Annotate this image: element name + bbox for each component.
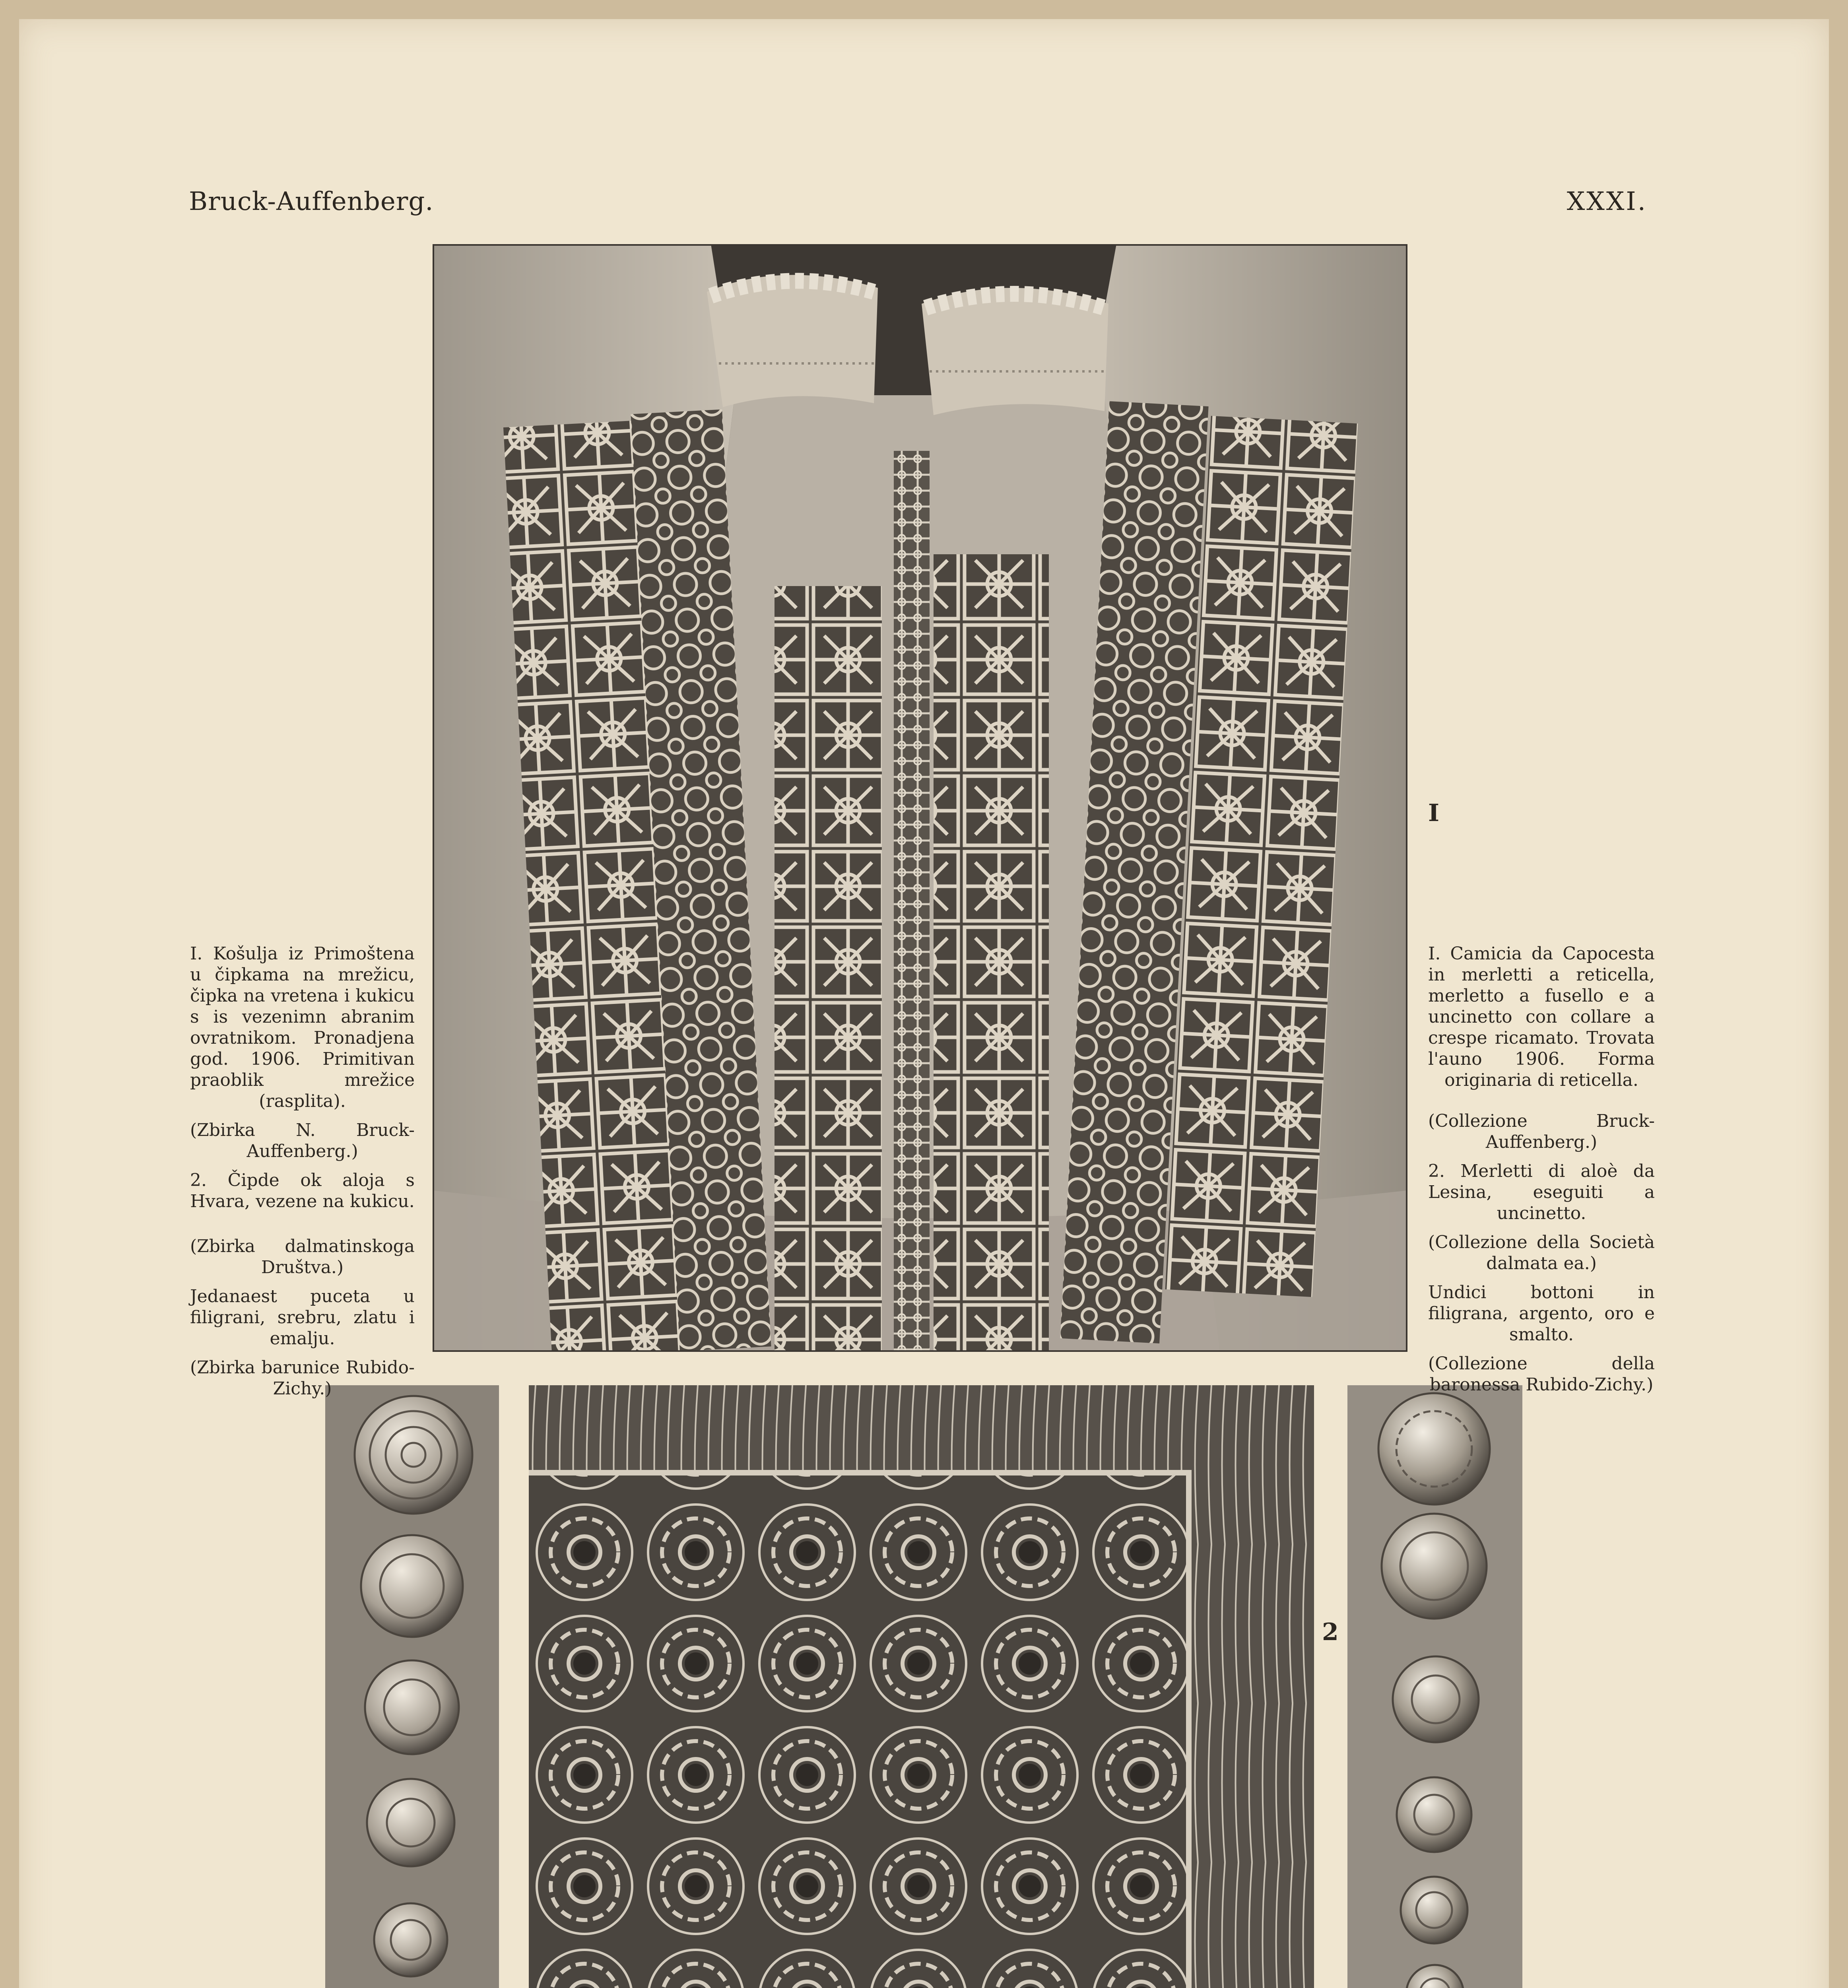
- caption-text: Undici bottoni in filigrana, argento, oro e smalto.: [1428, 1282, 1655, 1345]
- caption-italian: [1428, 943, 1655, 1403]
- caption-text: (Zbirka barunice Rubido-Zichy.): [190, 1357, 415, 1399]
- caption-text: (Collezione Bruck-Auffenberg.): [1428, 1111, 1655, 1152]
- photo-aloe-lace: [529, 1385, 1314, 1988]
- figure-2-label: 2: [1322, 1618, 1339, 1646]
- caption-text: Jedanaest puceta u filigrani, srebru, zlatu i emalju.: [190, 1286, 415, 1349]
- caption-text: (Zbirka N. Bruck-Auffenberg.): [190, 1120, 415, 1161]
- caption-croatian: [190, 943, 415, 1407]
- caption-text: 2. Merletti di aloè da Lesina, eseguiti a uncinetto.: [1428, 1161, 1655, 1223]
- photo-shirt-capocesta: [433, 244, 1407, 1352]
- caption-text: (Collezione della baronessa Rubido-Zichy.): [1428, 1353, 1655, 1395]
- photo-buttons-right: [1347, 1385, 1522, 1988]
- photo-buttons-left: [325, 1385, 499, 1988]
- plate-number: XXXI.: [1567, 187, 1647, 216]
- caption-text: I. Camicia da Capocesta in merletti a reticella, merletto a fusello e a uncinetto con collare a crespe ricamato. Trovata l'auno 1906. Forma originaria di reticella.: [1428, 944, 1655, 1090]
- caption-text: (Zbirka dalmatinskoga Društva.): [190, 1236, 415, 1277]
- figure-1-label: I: [1428, 799, 1440, 827]
- author-header: Bruck-Auffenberg.: [189, 187, 434, 216]
- caption-text: I. Košulja iz Primoštena u čipkama na mrežicu, čipka na vretena i kukicu s is vezenimn abranim ovratnikom. Pronadjena god. 1906. Primitivan praoblik mrežice (rasplita).: [190, 944, 415, 1111]
- caption-text: (Collezione della Società dalmata ea.): [1428, 1232, 1655, 1274]
- caption-text: 2. Čipde ok aloja s Hvara, vezene na kukicu.: [190, 1170, 415, 1211]
